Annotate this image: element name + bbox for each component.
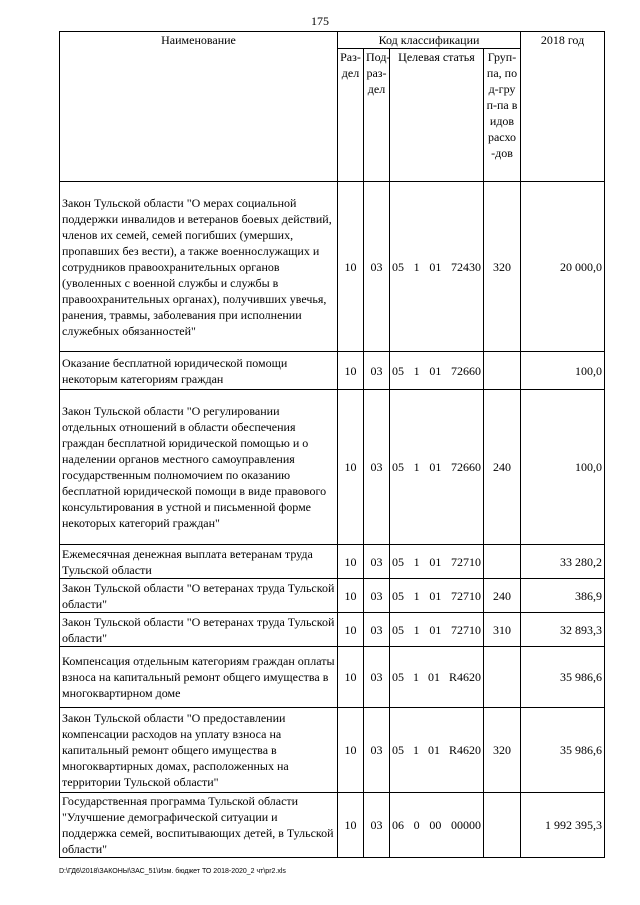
row-name: Закон Тульской области "О регулировании отдельных отношений в области обеспечения граждан бесплатной юридической помощью и о наделении органов местного самоуправления государственным полномочием по оказанию бесплатной юридической помощи в виде правового консультирования в устной и письменной форме некоторых категорий граждан" xyxy=(60,390,338,545)
row-section: 10 xyxy=(338,793,364,858)
row-name: Закон Тульской области "О предоставлении компенсации расходов на уплату взноса на капитальный ремонт общего имущества в многоквартирных домах, расположенных на территории Тульской области" xyxy=(60,708,338,793)
row-group: 310 xyxy=(484,613,521,647)
row-subsection: 03 xyxy=(364,613,390,647)
row-target: 05 1 01 72660 xyxy=(390,352,484,390)
row-target: 05 1 01 72710 xyxy=(390,613,484,647)
row-amount: 20 000,0 xyxy=(521,182,605,352)
table-row xyxy=(60,182,605,352)
row-target: 05 1 01 R4620 xyxy=(390,647,484,708)
row-group: 320 xyxy=(484,182,521,352)
row-target: 05 1 01 72710 xyxy=(390,545,484,579)
row-target: 05 1 01 72430 xyxy=(390,182,484,352)
row-name: Компенсация отдельным категориям граждан оплаты взноса на капитальный ремонт общего имущества в многоквартирном доме xyxy=(60,647,338,708)
row-target: 05 1 01 72710 xyxy=(390,579,484,613)
header-group: Груп-па, под-груп-па видов расхо-дов xyxy=(484,49,521,182)
row-name: Закон Тульской области "О ветеранах труда Тульской области" xyxy=(60,579,338,613)
file-path-footer: D:\ГД6\2018\ЗАКОНЫ\ЗАС_51\Изм. бюджет ТО 2018-2020_2 чт\pr2.xls xyxy=(59,868,286,875)
row-group xyxy=(484,793,521,858)
table-row xyxy=(60,579,605,613)
row-subsection: 03 xyxy=(364,182,390,352)
row-section: 10 xyxy=(338,579,364,613)
header-subsection: Под-раз-дел xyxy=(364,49,390,182)
table-row xyxy=(60,793,605,858)
row-name: Оказание бесплатной юридической помощи некоторым категориям граждан xyxy=(60,352,338,390)
row-group: 240 xyxy=(484,579,521,613)
row-amount: 100,0 xyxy=(521,390,605,545)
row-amount: 1 992 395,3 xyxy=(521,793,605,858)
row-amount: 35 986,6 xyxy=(521,708,605,793)
row-group: 320 xyxy=(484,708,521,793)
row-target: 05 1 01 72660 xyxy=(390,390,484,545)
table-header xyxy=(60,32,605,182)
header-target: Целевая статья xyxy=(390,49,484,182)
row-target: 06 0 00 00000 xyxy=(390,793,484,858)
row-section: 10 xyxy=(338,647,364,708)
row-name: Закон Тульской области "О мерах социальной поддержки инвалидов и ветеранов боевых действий, членов их семей, семей погибших (умерших, пропавших без вести), а также военнослужащих и сотрудников правоохранительных органов (уволенных с военной службы и службы в правоохранительных органах), получивших увечья, ранения, травмы, заболевания при исполнении служебных обязанностей" xyxy=(60,182,338,352)
header-name: Наименование xyxy=(60,32,338,182)
table-row xyxy=(60,545,605,579)
row-subsection: 03 xyxy=(364,390,390,545)
page-number: 175 xyxy=(311,14,329,28)
row-section: 10 xyxy=(338,545,364,579)
row-amount: 33 280,2 xyxy=(521,545,605,579)
row-section: 10 xyxy=(338,182,364,352)
table-row xyxy=(60,390,605,545)
row-subsection: 03 xyxy=(364,708,390,793)
budget-table xyxy=(59,31,605,858)
row-subsection: 03 xyxy=(364,647,390,708)
header-section: Раз-дел xyxy=(338,49,364,182)
row-group xyxy=(484,647,521,708)
row-amount: 386,9 xyxy=(521,579,605,613)
table-row xyxy=(60,708,605,793)
table-row xyxy=(60,647,605,708)
row-group: 240 xyxy=(484,390,521,545)
row-subsection: 03 xyxy=(364,579,390,613)
row-group xyxy=(484,352,521,390)
row-amount: 35 986,6 xyxy=(521,647,605,708)
row-amount: 32 893,3 xyxy=(521,613,605,647)
row-group xyxy=(484,545,521,579)
table-row xyxy=(60,352,605,390)
row-section: 10 xyxy=(338,352,364,390)
row-subsection: 03 xyxy=(364,352,390,390)
row-subsection: 03 xyxy=(364,545,390,579)
row-target: 05 1 01 R4620 xyxy=(390,708,484,793)
row-name: Ежемесячная денежная выплата ветеранам труда Тульской области xyxy=(60,545,338,579)
row-section: 10 xyxy=(338,708,364,793)
row-name: Государственная программа Тульской области "Улучшение демографической ситуации и поддержка семей, воспитывающих детей, в Тульской области" xyxy=(60,793,338,858)
header-code-group: Код классификации xyxy=(338,32,521,49)
row-section: 10 xyxy=(338,390,364,545)
row-section: 10 xyxy=(338,613,364,647)
row-amount: 100,0 xyxy=(521,352,605,390)
table-row xyxy=(60,613,605,647)
row-name: Закон Тульской области "О ветеранах труда Тульской области" xyxy=(60,613,338,647)
header-year: 2018 год xyxy=(521,32,605,182)
row-subsection: 03 xyxy=(364,793,390,858)
